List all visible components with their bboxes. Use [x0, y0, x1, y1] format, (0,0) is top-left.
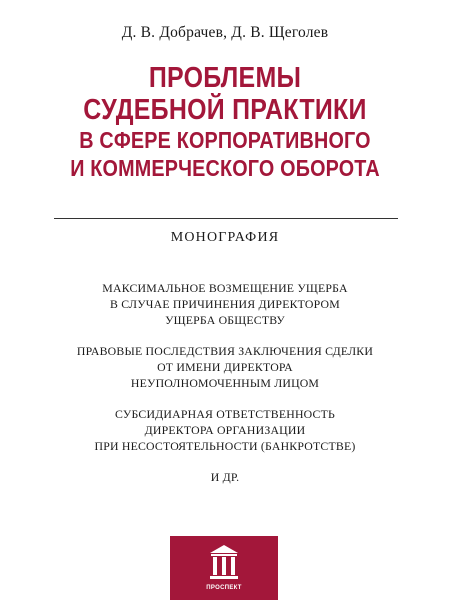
topic-item: [0, 343, 450, 391]
topic-line: МАКСИМАЛЬНОЕ ВОЗМЕЩЕНИЕ УЩЕРБА: [102, 281, 348, 295]
topic-line: В СЛУЧАЕ ПРИЧИНЕНИЯ ДИРЕКТОРОМ: [110, 297, 340, 311]
title-line-2: СУДЕБНОЙ ПРАКТИКИ: [83, 94, 367, 126]
title-line-4: И КОММЕРЧЕСКОГО ОБОРОТА: [70, 155, 380, 181]
topic-line: НЕУПОЛНОМОЧЕННЫМ ЛИЦОМ: [130, 376, 320, 390]
book-authors: Д. В. Добрачев, Д. В. Щеголев: [121, 24, 329, 41]
book-genre: МОНОГРАФИЯ: [170, 230, 280, 245]
book-title: [0, 62, 450, 182]
title-divider: [54, 218, 398, 219]
publisher-name: ПРОСПЕКТ: [206, 585, 242, 591]
title-line-1: ПРОБЛЕМЫ: [148, 62, 302, 94]
topic-etc: И ДР.: [210, 470, 240, 484]
topic-line: ОТ ИМЕНИ ДИРЕКТОРА: [157, 360, 293, 374]
publisher-columns-icon: [208, 544, 240, 582]
topic-item: [0, 406, 450, 454]
topic-line: СУБСИДИАРНАЯ ОТВЕТСТВЕННОСТЬ: [115, 407, 335, 421]
topic-line: ПРАВОВЫЕ ПОСЛЕДСТВИЯ ЗАКЛЮЧЕНИЯ СДЕЛКИ: [76, 344, 374, 358]
topic-line: УЩЕРБА ОБЩЕСТВУ: [165, 313, 285, 327]
title-line-3: В СФЕРЕ КОРПОРАТИВНОГО: [79, 127, 371, 153]
publisher-logo: [170, 536, 278, 600]
topic-item: [0, 280, 450, 328]
topic-line: ДИРЕКТОРА ОРГАНИЗАЦИИ: [144, 423, 306, 437]
topic-line: ПРИ НЕСОСТОЯТЕЛЬНОСТИ (БАНКРОТСТВЕ): [94, 439, 356, 453]
topic-list: [0, 280, 450, 485]
